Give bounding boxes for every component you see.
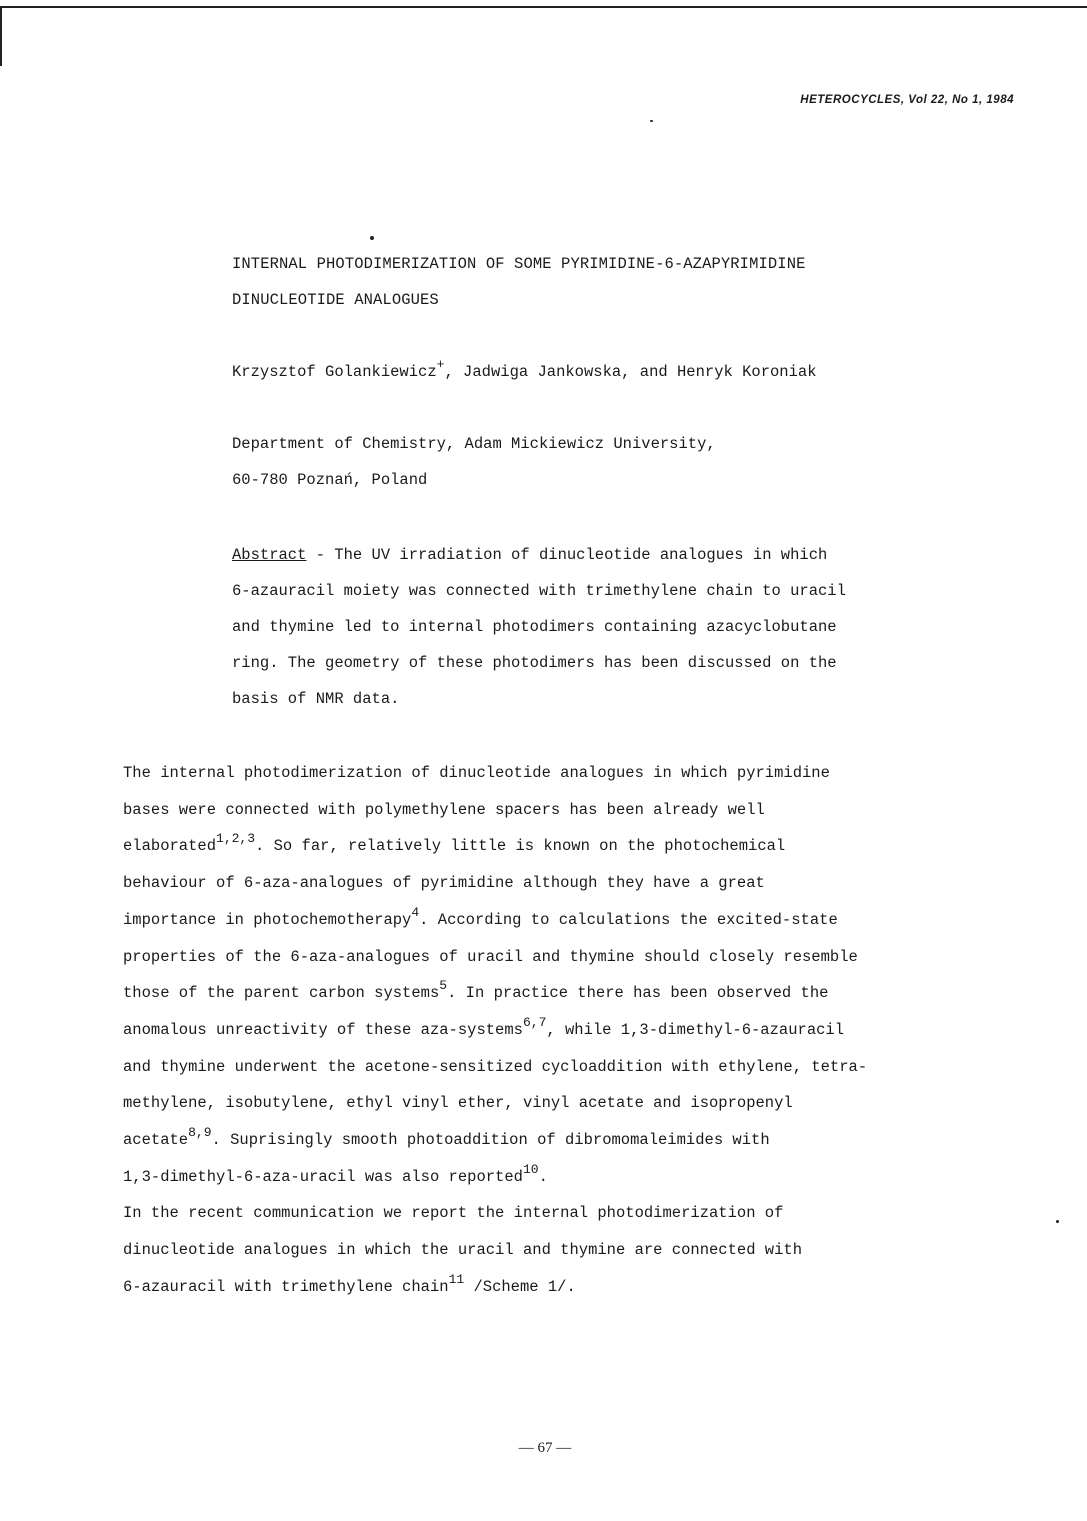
abstract-line-1-text: - The UV irradiation of dinucleotide analogues in which: [306, 546, 828, 564]
abstract-line-5: basis of NMR data.: [232, 690, 400, 708]
citation-ref: 1,2,3: [216, 831, 256, 847]
citation-ref: 10: [522, 1161, 539, 1177]
body-text-span: anomalous unreactivity of these aza-systems: [123, 1020, 523, 1039]
body-text-span: . So far, relatively little is known on the photochemical: [255, 837, 786, 856]
body-text-span: .: [538, 1167, 548, 1186]
body-line: [123, 902, 1003, 939]
affiliation: [232, 426, 716, 498]
body-text-span: elaborated: [123, 837, 217, 856]
body-line: behaviour of 6-aza-analogues of pyrimidine although they have a great: [123, 874, 765, 893]
citation-ref: 8,9: [188, 1125, 212, 1141]
body-text-span: those of the parent carbon systems: [123, 984, 440, 1003]
body-line: methylene, isobutylene, ethyl vinyl ether, vinyl acetate and isopropenyl: [123, 1094, 793, 1113]
citation-ref: 11: [448, 1271, 465, 1287]
body-paragraph: [123, 755, 1003, 1306]
body-line: [123, 1269, 1003, 1306]
body-line: [123, 828, 1003, 865]
affiliation-line-1: Department of Chemistry, Adam Mickiewicz University,: [232, 435, 716, 453]
body-line: In the recent communication we report the internal photodimerization of: [123, 1204, 784, 1223]
page-number: — 67 —: [518, 1440, 572, 1456]
abstract-line-3: and thymine led to internal photodimers containing azacyclobutane: [232, 618, 837, 636]
corresponding-author-mark: +: [436, 357, 445, 372]
author-rest: , Jadwiga Jankowska, and Henryk Koroniak: [444, 363, 817, 381]
body-text-span: , while 1,3-dimethyl-6-azauracil: [546, 1020, 845, 1039]
body-text-span: acetate: [123, 1131, 189, 1150]
body-line: bases were connected with polymethylene spacers has been already well: [123, 800, 765, 819]
body-line: properties of the 6-aza-analogues of uracil and thymine should closely resemble: [123, 947, 858, 966]
top-border-rule: [0, 6, 1087, 8]
left-border-rule: [0, 6, 2, 66]
affiliation-line-2: 60-780 Poznań, Poland: [232, 471, 428, 489]
citation-ref: 6,7: [522, 1014, 547, 1030]
abstract-label: Abstract: [232, 546, 307, 564]
body-text-span: . According to calculations the excited-state: [419, 910, 838, 929]
title-line-1: INTERNAL PHOTODIMERIZATION OF SOME PYRIMIDINE-6-AZAPYRIMIDINE: [232, 255, 806, 273]
body-text-span: 6-azauracil with trimethylene chain: [123, 1277, 449, 1296]
scan-speck: [370, 236, 374, 240]
journal-running-header: HETEROCYCLES, Vol 22, No 1, 1984: [800, 94, 1014, 106]
article-title: [232, 246, 1012, 318]
body-line: [123, 1122, 1003, 1159]
body-line: [123, 975, 1003, 1012]
body-text-span: /Scheme 1/.: [464, 1277, 576, 1296]
citation-ref: 5: [439, 978, 448, 994]
body-line: and thymine underwent the acetone-sensitized cycloaddition with ethylene, tetra-: [123, 1057, 868, 1076]
scan-speck: [1056, 1220, 1059, 1223]
author-first: Krzysztof Golankiewicz: [232, 363, 437, 381]
body-line: [123, 1012, 1003, 1049]
title-line-2: DINUCLEOTIDE ANALOGUES: [232, 291, 439, 309]
body-line: [123, 1159, 1003, 1196]
abstract-line-1: [232, 537, 972, 573]
scan-speck: [650, 120, 653, 122]
abstract: [232, 537, 972, 717]
body-line: The internal photodimerization of dinucleotide analogues in which pyrimidine: [123, 764, 830, 782]
body-text-span: . In practice there has been observed the: [447, 984, 829, 1003]
author-list: [232, 357, 817, 384]
body-text-span: importance in photochemotherapy: [123, 910, 412, 929]
body-text-span: . Suprisingly smooth photoaddition of dibromomaleimides with: [211, 1131, 770, 1150]
body-line: dinucleotide analogues in which the uracil and thymine are connected with: [123, 1241, 803, 1260]
abstract-line-4: ring. The geometry of these photodimers has been discussed on the: [232, 654, 837, 672]
citation-ref: 4: [411, 904, 420, 920]
abstract-line-2: 6-azauracil moiety was connected with trimethylene chain to uracil: [232, 582, 846, 600]
body-text-span: 1,3-dimethyl-6-aza-uracil was also reported: [123, 1167, 523, 1186]
